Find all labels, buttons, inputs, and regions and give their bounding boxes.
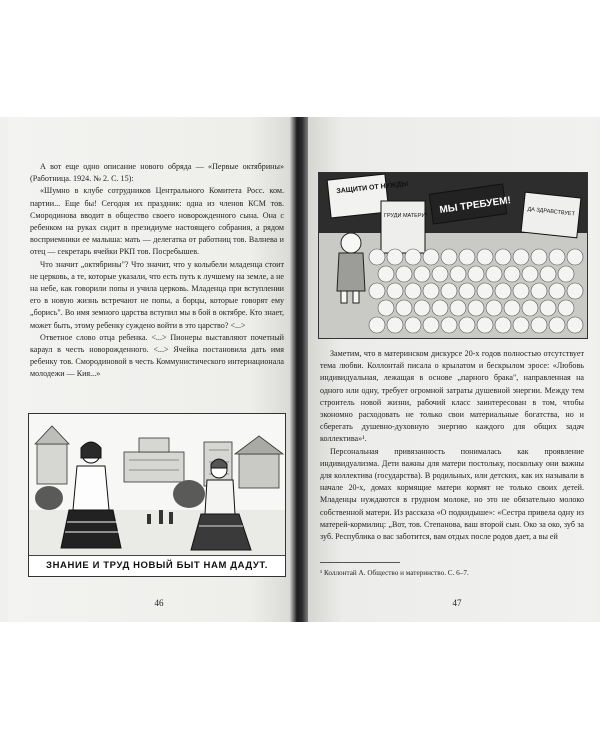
baby-head [459, 317, 475, 333]
baby-head [477, 249, 493, 265]
baby-head [558, 300, 574, 316]
baby-head [513, 283, 529, 299]
paragraph: «Шумно в клубе сотрудников Центрального Комитета Росс. ком. партии... Еще бы! Сегодня их праздник: одна из членов КСМ тов. Смородинова вводит в общество своего новорожденного сына. Она с ребенком на руках сидит в президиуме настоящего собрания, а рядом восприемники ее малыша: мать — делегатка от работниц тов. Валнева и отец — секретарь ячейки РКП тов. Посребышев. [30, 186, 284, 257]
baby-head [459, 283, 475, 299]
baby-head [396, 300, 412, 316]
baby-head [504, 300, 520, 316]
baby-head [531, 249, 547, 265]
poster-sign-4: ДА ЗДРАВСТВУЕТ [527, 206, 576, 218]
baby-head [477, 317, 493, 333]
baby-head [396, 266, 412, 282]
page-number: 46 [154, 598, 164, 608]
left-page-text [30, 161, 284, 381]
footnote [320, 562, 584, 578]
paragraph: Персональная привязанность понималась как проявление индивидуализма. Дети важны для матери постольку, поскольку они важны для коллектива (государства). В родильных, или детских, как их называли в начале 20-х, домах кормящие матери кормят не только своих детей. Младенцы нуждаются в грудном молоке, но это не обязательно молоко собственной матери. Из рассказа «О подкидыше»: «Сестра привела одну из матерей-кормилиц: „Вот, тов. Степанова, ваш второй сын. Око за око, зуб за зуб. Республика о вас заботится, вам отдых после родов дает, а вы ей [320, 446, 584, 542]
baby-head [432, 300, 448, 316]
baby-head [423, 283, 439, 299]
baby-head [549, 249, 565, 265]
baby-head [423, 249, 439, 265]
baby-head [387, 283, 403, 299]
poster-sign-1: ЗАЩИТИ ОТ НУЖДЫ [336, 180, 409, 196]
baby-head [387, 249, 403, 265]
baby-head [468, 300, 484, 316]
page-number: 47 [452, 598, 462, 608]
right-page [308, 117, 594, 622]
illustration-babies-poster [318, 172, 588, 339]
baby-head [513, 249, 529, 265]
baby-head [549, 317, 565, 333]
baby-head [468, 266, 484, 282]
baby-head [369, 283, 385, 299]
baby-head [378, 266, 394, 282]
baby-head [567, 317, 583, 333]
baby-head [441, 249, 457, 265]
baby-head [405, 249, 421, 265]
baby-head [522, 300, 538, 316]
poster-sign-3: ГРУДИ МАТЕРИ! [384, 213, 427, 219]
baby-head [423, 317, 439, 333]
footnote-rule [320, 562, 400, 563]
baby-head [387, 317, 403, 333]
paragraph: Что значит „октябрины"? Что значит, что у колыбели младенца стоит не церковь, а те, которые указали, что есть путь к лучшему на земле, а не на небе, как говорили попы и учила церковь. Младенца при вступлении его в новую жизнь встречают не попы, а борцы, которые говорят ему „борись". Во имя земного царства вступил мы в бой в октябре. Кто знает, может быть, этому ребенку суждено войти в это царство? <...> [30, 259, 284, 330]
baby-head [450, 300, 466, 316]
baby-head [495, 283, 511, 299]
baby-head [531, 317, 547, 333]
baby-head [441, 317, 457, 333]
baby-head [567, 249, 583, 265]
baby-head [459, 249, 475, 265]
baby-head [522, 266, 538, 282]
baby-head [414, 266, 430, 282]
right-page-text [320, 348, 584, 543]
baby-head [540, 266, 556, 282]
baby-head [405, 317, 421, 333]
baby-head [441, 283, 457, 299]
baby-head [486, 266, 502, 282]
book-gutter [290, 117, 310, 622]
paragraph: Заметим, что в материнском дискурсе 20-х годов полностью отсутствует тема любви. Коллонтай писала о крылатом и бескрылом эросе: «Любовь индивидуальная, лежащая в основе „парного брака", направленная на одного или одну, требует огромной затраты душевной энергии. Между тем строитель новой жизни, рабочий класс заинтересован в том, чтобы экономно расходовать не только свои материальные богатства, но и сберегать душевно-духовную энергию каждого для общих задач коллектива»¹. [320, 349, 584, 444]
baby-head [549, 283, 565, 299]
baby-head [558, 266, 574, 282]
baby-head [450, 266, 466, 282]
paragraph: Ответное слово отца ребенка. <...> Пионеры выставляют почетный караул в честь новорожденного. <...> Ячейка постановила дать имя ребенку тов. Смородиновой в честь Коммунистического интернационала молодежи — Кия...» [30, 332, 284, 379]
baby-head [414, 300, 430, 316]
paragraph: А вот еще одно описание нового обряда — «Первые октябрины» (Работница. 1924. № 2. С. 15): [30, 162, 284, 184]
baby-head [405, 283, 421, 299]
illustration-drawing [29, 414, 285, 556]
baby-head [495, 249, 511, 265]
baby-head [369, 317, 385, 333]
baby-head [378, 300, 394, 316]
baby-head [567, 283, 583, 299]
illustration-caption: ЗНАНИЕ И ТРУД НОВЫЙ БЫТ НАМ ДАДУТ. [29, 555, 285, 576]
baby-head [513, 317, 529, 333]
baby-head [540, 300, 556, 316]
baby-head [369, 249, 385, 265]
poster-sign-2: МЫ ТРЕБУЕМ! [438, 195, 512, 216]
footnote-text: ¹ Коллонтай А. Общество и материнство. С. 6–7. [320, 569, 469, 577]
poster-drawing [319, 173, 587, 338]
baby-head [504, 266, 520, 282]
baby-head [477, 283, 493, 299]
baby-head [486, 300, 502, 316]
left-page [8, 117, 292, 622]
baby-head [531, 283, 547, 299]
illustration-women [28, 413, 286, 577]
baby-head [495, 317, 511, 333]
baby-head [432, 266, 448, 282]
